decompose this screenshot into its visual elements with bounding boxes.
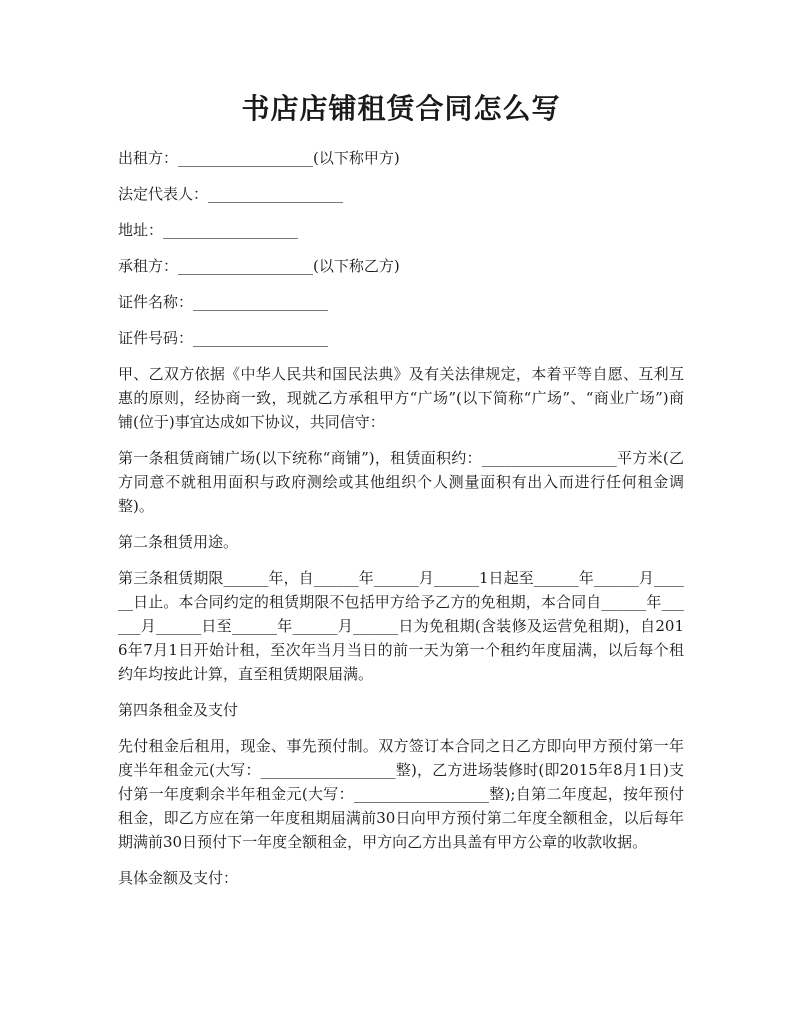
article-1-paragraph: 第一条租赁商铺广场(以下统称“商铺”)，租赁面积约：__________________平方米(乙方同意不就租用面积与政府测绘或其他组织个人测量面积有出入而进行任何租金调整)。 (118, 448, 684, 515)
lessor-suffix: (以下称甲方) (313, 148, 400, 167)
article-4-heading: 第四条租金及支付 (118, 700, 239, 719)
lessee-label: 承租方： (118, 256, 179, 275)
id-number-label: 证件号码： (118, 328, 194, 347)
legal-representative-blank: __________________ (208, 184, 344, 203)
lessor-label: 出租方： (118, 148, 179, 167)
id-name-line (118, 290, 684, 314)
address-blank: __________________ (163, 220, 299, 239)
article-3-paragraph: 第三条租赁期限______年，自______年______月______1日起至______年______月______日止。本合同约定的租赁期限不包括甲方给予乙方的免租期，本合同自______年______月______日至______年______月______日为免租期(含装修及运营免租期)，自2016年7月1日开始计租，至次年当月当日的前一天为第一个租约年度届满，以后每个租约年均按此计算，直至租赁期限届满。 (118, 568, 684, 683)
payment-paragraph: 先付租金后租用，现金、事先预付制。双方签订本合同之日乙方即向甲方预付第一年度半年租金元(大写：__________________整)，乙方进场装修时(即2015年8月1日)支付第一年度剩余半年租金元(大写：__________________整);自第二年度起，按年预付租金，即乙方应在第一年度租期届满前30日向甲方预付第二年度全额租金，以后每年期满前30日预付下一年度全额租金，甲方向乙方出具盖有甲方公章的收款收据。 (118, 736, 684, 851)
article-2-paragraph: 第二条租赁用途。 (118, 532, 239, 551)
lessor-line (118, 146, 684, 170)
lessee-suffix: (以下称乙方) (313, 256, 400, 275)
document-title: 书店店铺租赁合同怎么写 (241, 92, 561, 125)
legal-representative-label: 法定代表人： (118, 184, 209, 203)
id-number-blank: __________________ (193, 328, 329, 347)
id-number-line (118, 326, 684, 350)
legal-representative-line (118, 182, 684, 206)
address-line (118, 218, 684, 242)
id-name-label: 证件名称： (118, 292, 194, 311)
id-name-blank: __________________ (193, 292, 329, 311)
amount-and-payment-heading: 具体金额及支付： (118, 868, 239, 887)
lessor-blank: __________________ (178, 148, 314, 167)
address-label: 地址： (118, 220, 164, 239)
preamble-paragraph: 甲、乙双方依据《中华人民共和国民法典》及有关法律规定，本着平等自愿、互利互惠的原则，经协商一致，现就乙方承租甲方“广场”(以下简称“广场”、“商业广场”)商铺(位于)事宜达成如下协议，共同信守： (118, 364, 684, 431)
lessee-line (118, 254, 684, 278)
lessee-blank: __________________ (178, 256, 314, 275)
